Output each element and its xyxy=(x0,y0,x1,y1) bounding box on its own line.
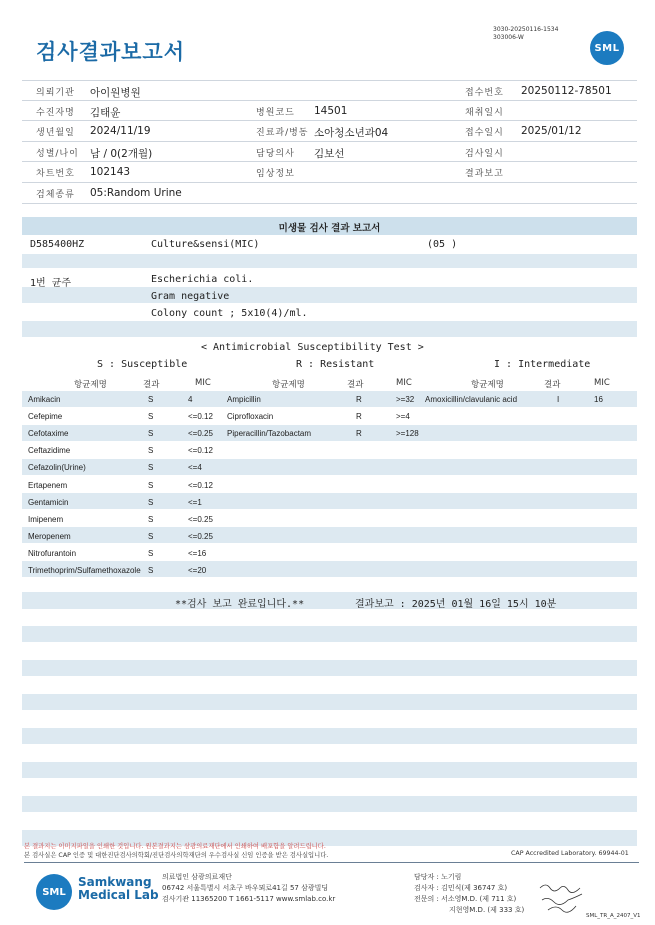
ast-drug: Gentamicin xyxy=(28,497,69,507)
row-band xyxy=(22,287,637,303)
ast-mic: <=20 xyxy=(188,566,207,575)
ast-result: S xyxy=(148,395,154,404)
report-title: 검사결과보고서 xyxy=(36,40,186,64)
header-label: 차트번호 xyxy=(36,169,75,180)
organism-name: Escherichia coli. xyxy=(151,274,254,285)
col-header-mic-2: MIC xyxy=(396,378,412,388)
row-band xyxy=(22,459,637,475)
header-label: 진료과/병동 xyxy=(256,128,309,139)
header-label: 검사일시 xyxy=(465,148,504,159)
col-header-mic-3: MIC xyxy=(594,378,610,388)
row-band xyxy=(22,796,637,812)
ast-mic: 16 xyxy=(594,395,603,404)
ast-result: R xyxy=(356,412,362,422)
legend-intermediate: I : Intermediate xyxy=(494,359,591,370)
brand-line-2: Medical Lab xyxy=(78,888,159,902)
ast-result: S xyxy=(148,531,154,541)
test-name: Culture&sensi(MIC) xyxy=(151,239,260,250)
header-label: 병원코드 xyxy=(256,107,295,118)
header-value: 20250112-78501 xyxy=(521,85,612,97)
header-label: 의뢰기관 xyxy=(36,88,75,98)
header-row xyxy=(22,183,637,204)
header-row xyxy=(22,121,637,142)
col-header-drug-2: 항균제명 xyxy=(272,380,305,390)
header-row xyxy=(22,162,637,183)
ast-drug: Piperacillin/Tazobactam xyxy=(227,429,312,439)
ast-drug: Cefotaxime xyxy=(28,429,69,439)
header-value: 2024/11/19 xyxy=(90,125,151,138)
gram-stain: Gram negative xyxy=(151,291,230,302)
ast-mic: >=128 xyxy=(396,429,419,439)
ast-drug: Imipenem xyxy=(28,514,64,524)
form-code: SML_TR_A_2407_V1 xyxy=(586,913,641,919)
ast-title: < Antimicrobial Susceptibility Test > xyxy=(201,342,424,353)
ast-result: S xyxy=(148,514,154,524)
col-header-result-2: 결과 xyxy=(347,380,364,390)
header-value: 김보선 xyxy=(314,147,345,160)
header-value: 남 / 0(2개월) xyxy=(90,147,153,160)
col-header-mic-1: MIC xyxy=(195,378,211,388)
ast-mic: <=0.25 xyxy=(188,514,213,524)
row-band xyxy=(22,321,637,337)
ast-drug: Cefazolin(Urine) xyxy=(28,463,86,473)
ast-mic: <=16 xyxy=(188,548,207,558)
legend-resistant: R : Resistant xyxy=(296,359,375,370)
staff-specialist-2: 지현영M.D. (제 333 호) xyxy=(449,906,525,914)
ast-mic: <=1 xyxy=(188,497,202,507)
header-value: 05:Random Urine xyxy=(90,186,182,199)
ast-result: R xyxy=(356,429,362,439)
header-label: 생년월일 xyxy=(36,128,75,139)
report-complete-text: **검사 보고 완료입니다.** xyxy=(175,599,305,610)
row-band xyxy=(22,626,637,642)
row-band xyxy=(22,762,637,778)
header-label: 임상정보 xyxy=(256,169,295,180)
col-header-drug-3: 항균제명 xyxy=(471,380,504,390)
ast-result: S xyxy=(148,566,154,575)
header-label: 담당의사 xyxy=(256,148,295,159)
footer-sml-logo xyxy=(36,874,72,910)
footer-contact: 검사기관 11365200 T 1661-5117 www.smlab.co.kr xyxy=(162,895,336,903)
ast-drug: Ertapenem xyxy=(28,480,68,490)
staff-specialist-1: 전문의 : 서소영M.D. (제 711 호) xyxy=(414,895,517,903)
col-header-result-1: 결과 xyxy=(143,380,160,390)
staff-manager: 담당자 : 노기림 xyxy=(414,873,462,881)
ast-result: R xyxy=(356,395,362,404)
header-value: 14501 xyxy=(314,104,348,117)
header-value: 2025/01/12 xyxy=(521,125,582,138)
report-id xyxy=(493,26,558,42)
brand-name xyxy=(78,876,159,902)
ast-drug: Ciprofloxacin xyxy=(227,412,274,422)
footer-notice-1: 본 결과지는 이미지파일을 인쇄한 것입니다. 원본결과지는 삼광의료재단에서 인쇄하여 배포함을 알려드립니다. xyxy=(24,843,326,850)
report-time: 결과보고 : 2025년 01월 16일 15시 10분 xyxy=(355,599,557,610)
header-label: 접수번호 xyxy=(465,88,504,98)
header-label: 검체종류 xyxy=(36,189,75,200)
ast-result: S xyxy=(148,412,154,422)
sml-logo-text: SML xyxy=(594,42,620,54)
test-number: (05 ) xyxy=(427,239,458,250)
ast-mic: <=0.12 xyxy=(188,480,213,490)
ast-mic: <=0.25 xyxy=(188,531,213,541)
row-band xyxy=(22,660,637,676)
header-value: 아이원병원 xyxy=(90,87,141,99)
row-band xyxy=(22,694,637,710)
footer-notice-2: 본 검사실은 CAP 인증 및 대한진단검사의학회/진단검사의학재단의 우수검사실 신임 인증을 받은 검사실입니다. xyxy=(24,852,329,859)
ast-mic: <=4 xyxy=(188,463,202,473)
signature-image xyxy=(538,880,588,916)
ast-result: S xyxy=(148,497,154,507)
ast-result: S xyxy=(148,463,154,473)
ast-drug: Ceftazidime xyxy=(28,446,71,456)
colony-count: Colony count ; 5x10(4)/ml. xyxy=(151,308,308,319)
ast-result: S xyxy=(148,446,154,456)
ast-drug: Trimethoprim/Sulfamethoxazole xyxy=(28,566,141,575)
footer-address: 06742 서울특별시 서초구 바우뫼로41길 57 삼광빌딩 xyxy=(162,884,329,892)
header-label: 채취일시 xyxy=(465,107,504,118)
ast-mic: <=0.12 xyxy=(188,412,213,422)
row-band xyxy=(22,728,637,744)
organism-label: 1번 균주 xyxy=(30,278,72,289)
header-label: 접수일시 xyxy=(465,128,504,139)
ast-drug: Amoxicillin/clavulanic acid xyxy=(425,395,518,404)
ast-drug: Meropenem xyxy=(28,531,71,541)
header-label: 결과보고 xyxy=(465,169,504,180)
staff-tester: 검사자 : 김민식(제 36747 호) xyxy=(414,884,508,892)
ast-drug: Nitrofurantoin xyxy=(28,548,77,558)
row-band xyxy=(22,425,637,441)
footer-divider xyxy=(24,862,639,863)
header-row xyxy=(22,101,637,122)
legend-susceptible: S : Susceptible xyxy=(97,359,188,370)
header-value: 102143 xyxy=(90,166,131,179)
ast-result: S xyxy=(148,548,154,558)
footer-sml-logo-text: SML xyxy=(42,886,66,898)
report-id-line1: 3030-20250116-1534 xyxy=(493,26,559,33)
row-band xyxy=(22,527,637,543)
ast-result: S xyxy=(148,480,154,490)
header-row xyxy=(22,80,637,101)
header-label: 성별/나이 xyxy=(36,148,79,159)
ast-mic: <=0.25 xyxy=(188,429,213,439)
col-header-result-3: 결과 xyxy=(544,380,561,390)
ast-drug: Ampicillin xyxy=(227,395,261,404)
ast-drug: Cefepime xyxy=(28,412,63,422)
cap-accreditation: CAP Accredited Laboratory. 69944-01 xyxy=(511,850,629,857)
ast-mic: 4 xyxy=(188,395,193,404)
row-band xyxy=(22,493,637,509)
ast-mic: <=0.12 xyxy=(188,446,213,456)
header-row xyxy=(22,142,637,163)
ast-result: S xyxy=(148,429,154,439)
brand-line-1: Samkwang xyxy=(78,875,152,889)
test-code: D585400HZ xyxy=(30,239,85,250)
ast-mic: >=4 xyxy=(396,412,410,422)
ast-drug: Amikacin xyxy=(28,395,61,404)
sml-logo xyxy=(590,31,624,65)
header-value: 소아청소년과04 xyxy=(314,127,389,140)
header-label: 수진자명 xyxy=(36,107,75,118)
ast-mic: >=32 xyxy=(396,395,415,404)
report-id-line2: 303006-W xyxy=(493,34,524,41)
ast-result: I xyxy=(557,395,560,404)
row-band xyxy=(22,391,637,407)
col-header-drug-1: 항균제명 xyxy=(74,380,107,390)
row-band xyxy=(22,254,637,268)
header-value: 김태윤 xyxy=(90,106,121,119)
footer-org: 의료법인 삼광의료재단 xyxy=(162,873,232,881)
micro-section-title: 미생물 검사 결과 보고서 xyxy=(22,217,637,235)
patient-info-table xyxy=(22,80,637,204)
